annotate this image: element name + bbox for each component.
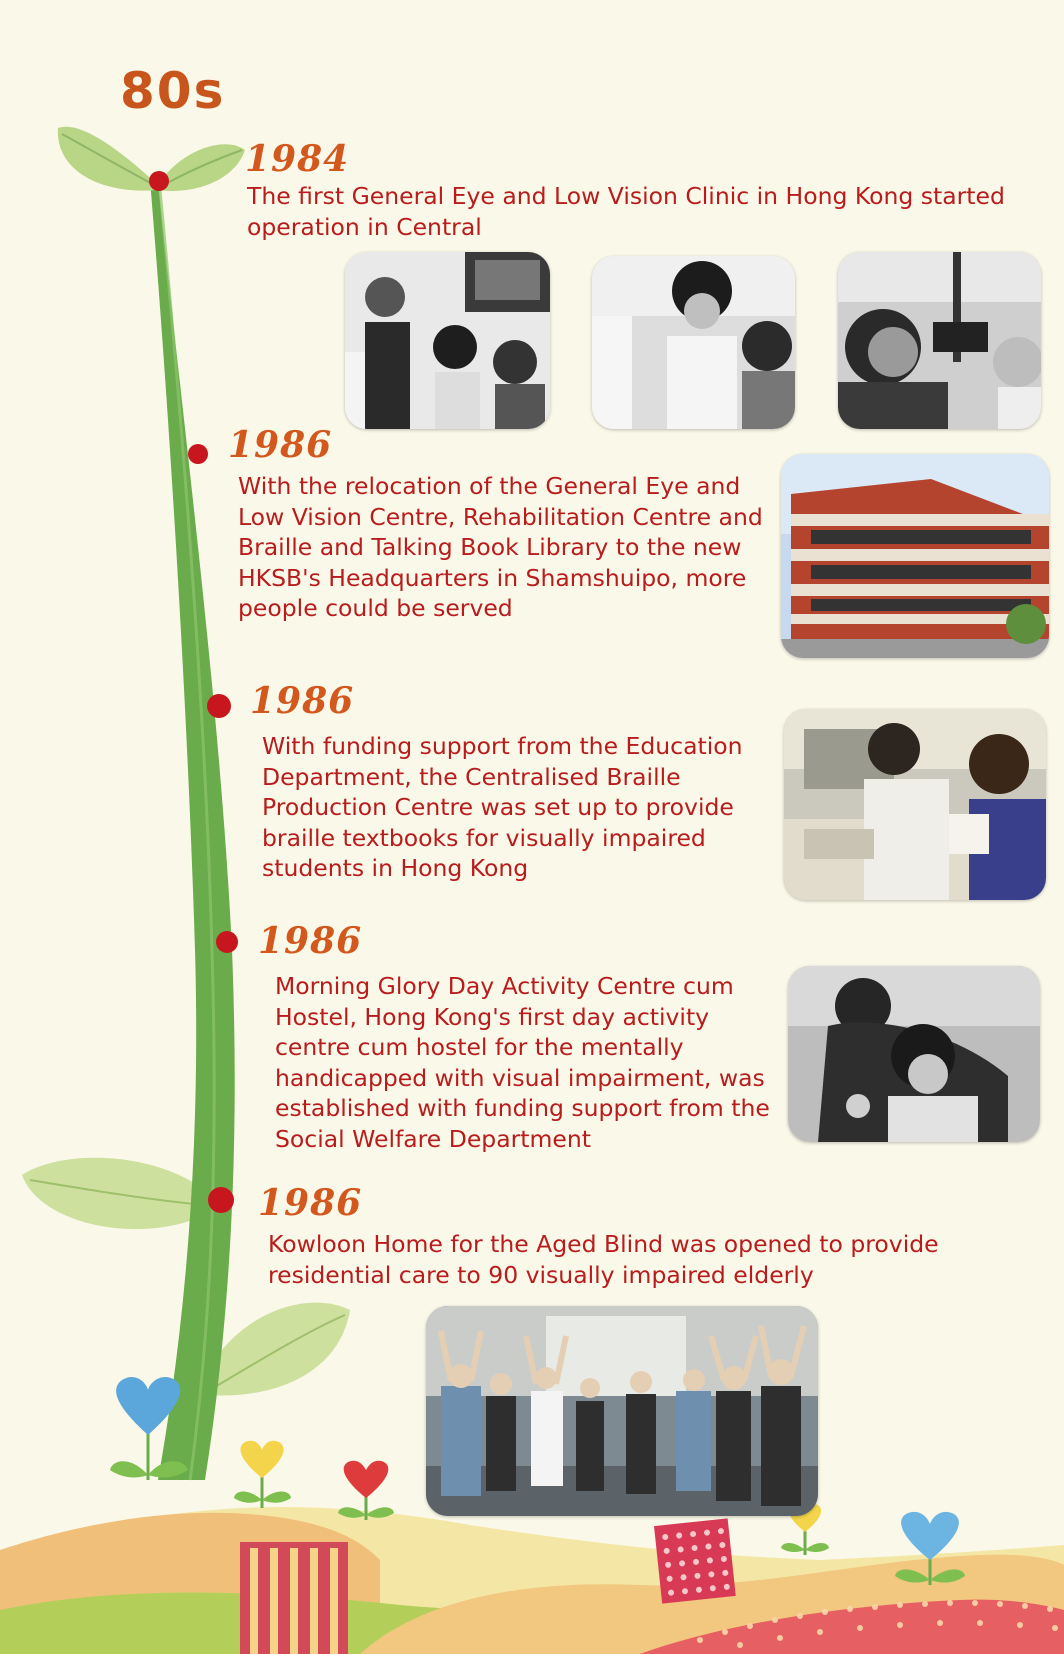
event-year: 1986: [250, 680, 355, 722]
event-description: With the relocation of the General Eye and Low Vision Centre, Rehabilitation Centre and Braille and Talking Book Library to the new HKSB's Headquarters in Shamshuipo, more people could be served: [238, 472, 763, 622]
photo-braille-production: [784, 709, 1046, 900]
dotted-square-decoration: [654, 1518, 736, 1603]
leaf-top-right: [158, 144, 245, 191]
event-description: Kowloon Home for the Aged Blind was opened to provide residential care to 90 visually impaired elderly: [268, 1230, 939, 1289]
event-description: Morning Glory Day Activity Centre cum Hostel, Hong Kong's first day activity centre cum hostel for the mentally handicapped with visual impairment, was established with funding support from the Social Welfare Department: [275, 972, 770, 1153]
timeline-dot-1986-c: [216, 931, 238, 953]
event-description: With funding support from the Education Department, the Centralised Braille Production Centre was set up to provide braille textbooks for visually impaired students in Hong Kong: [262, 732, 743, 882]
event-year: 1986: [258, 920, 363, 962]
photo-headquarters-building: [781, 454, 1049, 658]
flower-blue-right: [895, 1512, 965, 1585]
photo-clinic-staff: [345, 252, 550, 429]
timeline-dot-1984: [149, 171, 169, 191]
event-year: 1986: [228, 424, 333, 466]
plant-stem: [150, 180, 235, 1480]
photo-slit-lamp-exam: [838, 252, 1041, 429]
timeline-dot-1986-b: [207, 694, 231, 718]
timeline-dot-1986-a: [188, 444, 208, 464]
photo-eye-test: [592, 256, 795, 429]
photo-morning-glory-centre: [788, 966, 1040, 1142]
event-description: The first General Eye and Low Vision Clinic in Hong Kong started operation in Central: [247, 182, 1005, 241]
decade-heading: 80s: [120, 62, 226, 120]
photo-aged-blind-home-exercise: [426, 1306, 818, 1516]
event-year: 1984: [245, 138, 350, 180]
striped-box-decoration: [240, 1542, 348, 1654]
flower-yellow: [234, 1441, 291, 1508]
event-year: 1986: [258, 1182, 363, 1224]
flower-red: [338, 1461, 394, 1520]
timeline-dot-1986-d: [208, 1187, 234, 1213]
